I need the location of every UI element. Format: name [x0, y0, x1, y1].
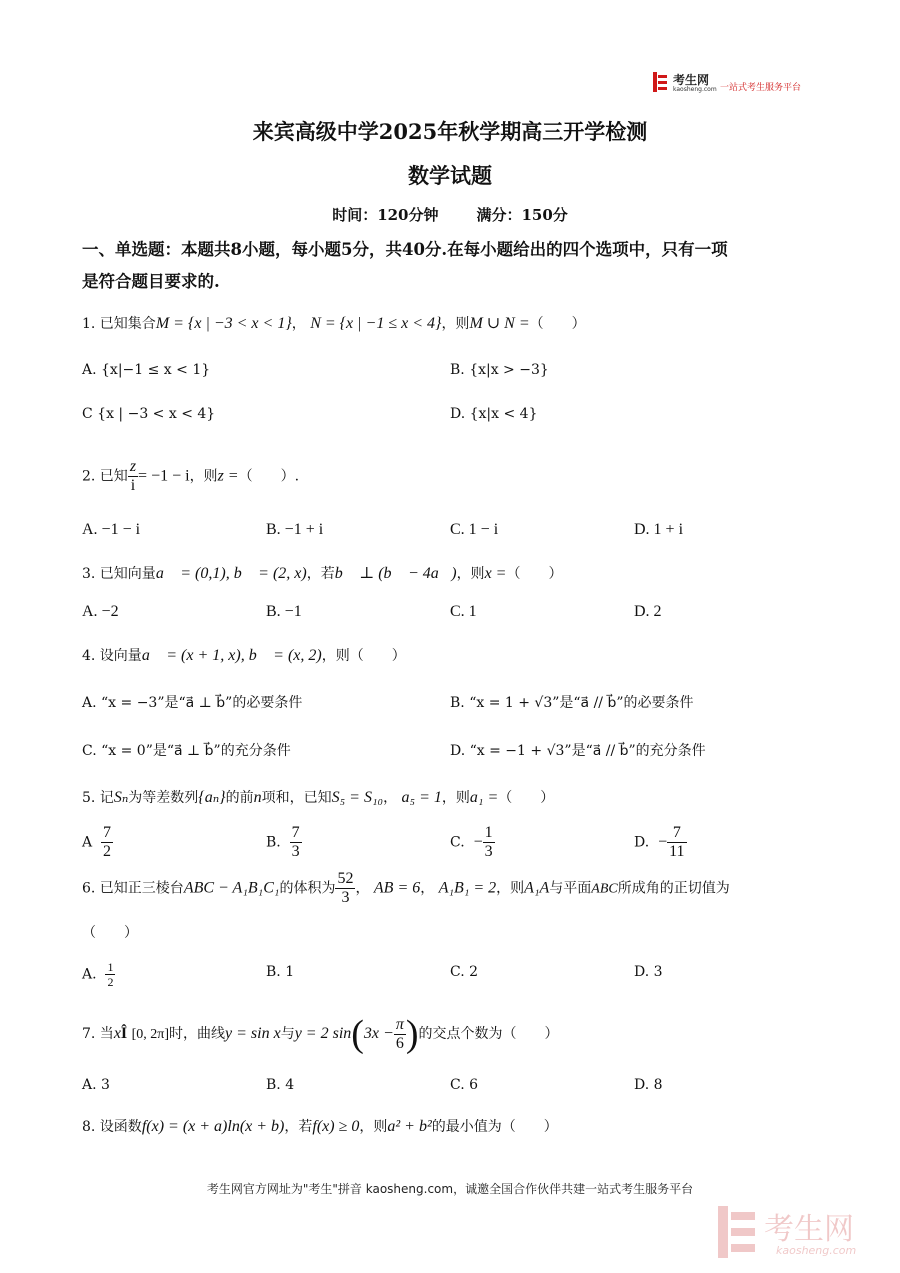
q4-option-b[interactable]: B. “x = 1 + √3”是“a⃗ // b⃗”的必要条件: [450, 695, 694, 711]
question-6-stem: [82, 870, 730, 907]
q3-option-a[interactable]: A. −2: [82, 603, 119, 620]
q8-mid1: ，若: [284, 1119, 313, 1135]
q5-option-d[interactable]: D. − $\frac{7}{11}$: [634, 824, 685, 860]
q6-sep1: ，: [355, 880, 370, 897]
q3-vectors: a⃗ = (0,1), b⃗ = (2, x): [155, 565, 307, 582]
q5-tail: ，则: [441, 790, 470, 806]
watermark: [718, 1204, 888, 1264]
q3-option-b[interactable]: B. −1: [266, 603, 302, 620]
q7-curve2-pre: y = 2 sin: [294, 1025, 352, 1042]
q3-blank: （ ）: [506, 566, 563, 582]
q7-option-b[interactable]: B. 4: [266, 1077, 295, 1093]
kaosheng-logo-icon: [653, 72, 669, 92]
q5-option-c[interactable]: C. − $\frac{1}{3}$: [450, 824, 493, 860]
section-heading-line2: 是符合题目要求的.: [82, 272, 220, 291]
header-logo[interactable]: [653, 72, 823, 96]
q5-cond1: S₅ = S₁₀: [331, 789, 384, 806]
q4-option-a[interactable]: A. “x = −3”是“a⃗ ⊥ b⃗”的必要条件: [82, 695, 303, 711]
exam-title: 来宾高级中学2025年秋学期高三开学检测: [252, 119, 648, 144]
q3-option-d[interactable]: D. 2: [634, 603, 662, 620]
q2-option-c[interactable]: C. 1 − i: [450, 521, 499, 538]
q6-tail: 所成角的正切值为: [617, 880, 730, 897]
logo-slogan: 一站式考生服务平台: [720, 83, 802, 93]
q6-cond1: AB = 6: [373, 879, 421, 897]
q5-prefix: 5. 记: [82, 790, 114, 806]
q5-option-d-fraction: $\frac{7}{11}$: [669, 824, 685, 860]
q6-plane: ABC: [591, 881, 618, 897]
q3-tail: ，则: [456, 566, 485, 582]
q2-option-d[interactable]: D. 1 + i: [634, 521, 684, 538]
q4-prefix: 4. 设向量: [82, 648, 142, 664]
q6-prefix: 6. 已知正三棱台: [82, 880, 184, 897]
q5-n: n: [253, 789, 262, 806]
time-label: 时间：120分钟: [332, 206, 439, 224]
q8-condition: f(x) ≥ 0: [312, 1118, 360, 1135]
q8-mid2: ，则: [359, 1119, 388, 1135]
q5-option-a[interactable]: A $\frac{7}{2}$: [82, 824, 112, 860]
q4-tail: ，则（ ）: [321, 648, 406, 664]
q6-blank: （ ）: [82, 925, 138, 941]
question-5-stem: [82, 787, 554, 807]
q8-prefix: 8. 设函数: [82, 1119, 142, 1135]
q6-volume-fraction: $\frac{52}{3}$: [337, 870, 354, 906]
q5-seq: {aₙ}: [198, 789, 226, 806]
q5-mid1: 为等差数列: [128, 790, 199, 806]
q8-function: f(x) = (x + a)ln(x + b): [141, 1118, 285, 1135]
q6-option-a[interactable]: A. $\frac{1}{2}$: [82, 960, 114, 989]
q5-option-c-fraction: $\frac{1}{3}$: [484, 824, 493, 860]
q5-expr: a₁ =: [469, 789, 499, 806]
q1-option-d[interactable]: D. {x|x < 4}: [450, 406, 538, 422]
q7-option-d[interactable]: D. 8: [634, 1077, 663, 1093]
q3-prefix: 3. 已知向量: [82, 566, 156, 582]
q6-option-c[interactable]: C. 2: [450, 964, 479, 980]
score-label: 满分：150分: [476, 206, 568, 224]
q4-vectors: a⃗ = (x + 1, x), b⃗ = (x, 2): [141, 647, 322, 664]
question-4-stem: [82, 645, 406, 665]
section-heading-line1: 一、单选题：本题共8小题，每小题5分，共40分.在每小题给出的四个选项中，只有一项: [82, 240, 728, 259]
q5-sep: ，: [383, 790, 398, 806]
q2-equation: = −1 − i: [138, 467, 190, 485]
q7-pi-fraction: $\frac{\pi}{6}$: [395, 1015, 404, 1052]
question-3-stem: [82, 563, 562, 583]
q2-option-a[interactable]: A. −1 − i: [82, 521, 141, 538]
footer-text: 考生网官方网址为"考生"拼音 kaosheng.com，诚邀全国合作伙伴共建一站式考生服务平台: [206, 1182, 694, 1196]
logo-text: 考生网: [673, 73, 710, 87]
q3-expr: x =: [484, 565, 507, 582]
logo-domain: kaosheng.com: [673, 86, 717, 93]
q8-expr: a² + b²: [387, 1118, 432, 1135]
q6-solid: ABC − A₁B₁C₁: [183, 879, 280, 897]
q6-mid1: 的体积为: [279, 880, 336, 897]
q2-fraction: $\frac{z}{i}$: [129, 458, 137, 494]
watermark-text: 考生网: [764, 1212, 854, 1247]
q4-option-c[interactable]: C. “x = 0”是“a⃗ ⊥ b⃗”的充分条件: [82, 743, 291, 759]
q2-tail: ，则: [189, 468, 218, 485]
q5-sn: Sₙ: [113, 789, 129, 806]
q5-option-a-fraction: $\frac{7}{2}$: [103, 824, 112, 860]
q3-option-c[interactable]: C. 1: [450, 603, 477, 620]
q7-option-c[interactable]: C. 6: [450, 1077, 479, 1093]
q7-mid1: 时，曲线: [169, 1026, 226, 1042]
q6-cond2: A₁B₁ = 2: [438, 879, 497, 897]
question-8-stem: [82, 1116, 558, 1136]
q7-mid2: 与: [280, 1026, 295, 1042]
q1-set-n: N = {x | −1 ≤ x < 4}: [310, 315, 442, 332]
question-1-stem: [82, 313, 586, 333]
q6-sep2: ，: [420, 880, 435, 897]
q5-blank: （ ）: [498, 790, 555, 806]
q5-cond2: a₅ = 1: [401, 789, 442, 806]
q1-option-b[interactable]: B. {x|x > −3}: [450, 362, 549, 378]
q7-tail: 的交点个数为（ ）: [418, 1026, 559, 1042]
q5-option-b-fraction: $\frac{7}{3}$: [291, 824, 300, 860]
q7-curve1: y = sin x: [225, 1025, 281, 1042]
q6-option-d[interactable]: D. 3: [634, 964, 663, 980]
q1-blank: （ ）: [529, 316, 586, 332]
q6-mid2: ，则: [496, 880, 525, 897]
q6-line: A₁A: [524, 879, 550, 897]
q1-set-m: M = {x | −3 < x < 1}: [155, 315, 292, 332]
q1-prefix: 1. 已知集合: [82, 316, 156, 332]
q7-curve2-inner: 3x −: [363, 1025, 394, 1042]
question-7-stem: 7. 当xÎ [0, 2π]时，曲线y = sin x与y = 2 sin(3x − $\frac{\pi}{6}$ )的交点个数为（ ）: [82, 1013, 559, 1055]
section-heading: [82, 234, 822, 298]
q5-mid3: 项和，已知: [261, 790, 332, 806]
watermark-domain: kaosheng.com: [776, 1244, 857, 1257]
q3-condition: b⃗ ⊥ (b⃗ − 4a⃗): [334, 565, 457, 582]
q6-option-a-fraction: $\frac{1}{2}$: [107, 960, 114, 989]
q2-expr: z =: [217, 467, 239, 485]
q1-sep: ，: [291, 316, 306, 332]
q1-tail: ，则: [441, 316, 470, 332]
question-2-stem: [82, 458, 299, 495]
q7-var: x: [113, 1025, 121, 1042]
q3-mid: ，若: [306, 566, 335, 582]
exam-subject: 数学试题: [408, 163, 492, 188]
q7-in-symbol: Î: [120, 1025, 128, 1042]
q4-option-d[interactable]: D. “x = −1 + √3”是“a⃗ // b⃗”的充分条件: [450, 743, 706, 759]
q5-mid2: 的前: [225, 790, 254, 806]
exam-time-score: [0, 204, 900, 225]
q2-blank: （ ）.: [238, 468, 300, 485]
q5-option-b[interactable]: B. $\frac{7}{3}$: [266, 824, 300, 860]
q1-option-a[interactable]: A. {x|−1 ≤ x < 1}: [82, 362, 211, 378]
q7-interval: [0, 2π]: [131, 1027, 170, 1042]
q2-prefix: 2. 已知: [82, 468, 128, 485]
q1-option-c[interactable]: C {x | −3 < x < 4}: [82, 406, 216, 422]
q1-expr: M ∪ N =: [469, 315, 530, 332]
q8-tail: 的最小值为（ ）: [431, 1119, 558, 1135]
watermark-logo-icon: [718, 1206, 758, 1258]
q2-option-b[interactable]: B. −1 + i: [266, 521, 324, 538]
q7-option-a[interactable]: A. 3: [82, 1077, 110, 1093]
q7-prefix: 7. 当: [82, 1026, 114, 1042]
q6-mid3: 与平面: [549, 880, 592, 897]
q6-option-b[interactable]: B. 1: [266, 964, 295, 980]
